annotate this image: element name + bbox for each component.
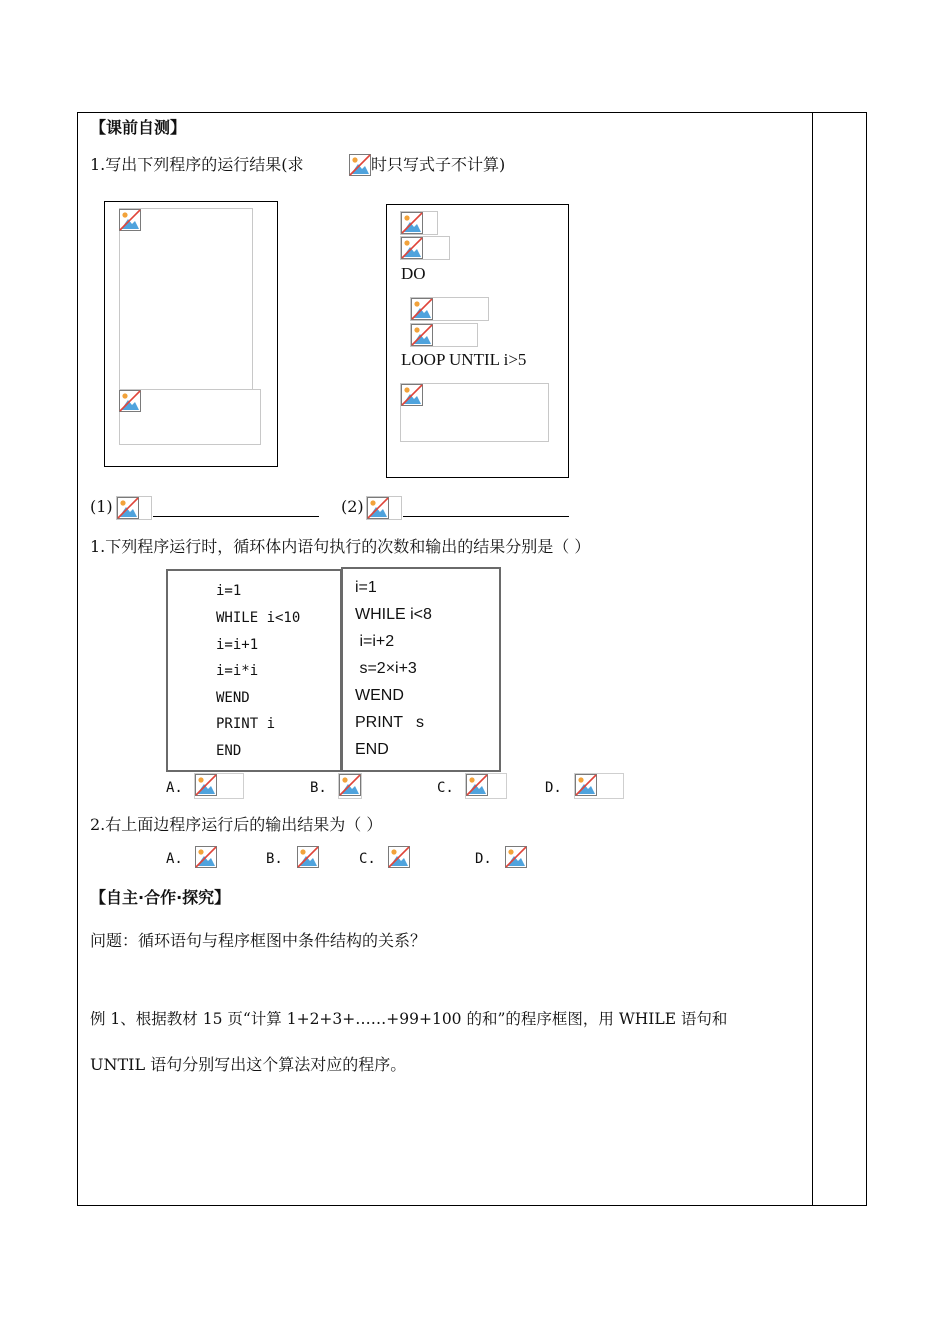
broken-image-icon	[388, 846, 410, 868]
broken-image-icon	[401, 237, 423, 259]
broken-image-icon	[466, 774, 488, 796]
q2-text: 1.下列程序运行时，循环体内语句执行的次数和输出的结果分别是（ ）	[90, 537, 591, 556]
code-left-line: WEND	[216, 690, 250, 706]
choice-c-label: C.	[437, 780, 454, 796]
code-right-line: i=i+2	[355, 633, 395, 650]
broken-image-icon	[349, 154, 371, 176]
q3-text: 2.右上面边程序运行后的输出结果为（ ）	[90, 815, 383, 834]
broken-image-icon	[195, 774, 217, 796]
code-left-line: WHILE i<10	[216, 610, 301, 626]
broken-image-icon	[117, 497, 139, 519]
example-line-2: UNTIL 语句分别写出这个算法对应的程序。	[90, 1055, 407, 1074]
choice-a-label: A.	[166, 780, 183, 796]
broken-image-icon	[505, 846, 527, 868]
code-right-line: WHILE i<8	[355, 606, 432, 623]
prog2-loop-until: LOOP UNTIL i>5	[401, 350, 527, 369]
answer-2-blank	[403, 516, 569, 517]
answer-1-label: (1)	[90, 497, 113, 516]
choice-c-label: C.	[359, 851, 376, 867]
code-right-line: s=2×i+3	[355, 660, 417, 677]
broken-image-icon	[119, 209, 141, 231]
code-left-line: i=i*i	[216, 663, 259, 679]
code-right-line: END	[355, 741, 389, 758]
answer-1-blank	[153, 516, 319, 517]
broken-image-icon	[119, 390, 141, 412]
explore-question: 问题：循环语句与程序框图中条件结构的关系？	[90, 931, 427, 950]
explore-heading: 【自主·合作·探究】	[90, 888, 231, 907]
code-right-line: WEND	[355, 687, 404, 704]
code-left-line: PRINT i	[216, 716, 276, 732]
code-right-line: i=1	[355, 579, 377, 596]
code-left-line: i=i+1	[216, 637, 259, 653]
answer-2-label: (2)	[341, 497, 364, 516]
choice-d-label: D.	[545, 780, 562, 796]
choice-b-label: B.	[266, 851, 283, 867]
program-box-1-image-area	[119, 208, 253, 390]
broken-image-icon	[297, 846, 319, 868]
broken-image-icon	[411, 324, 433, 346]
broken-image-icon	[401, 212, 423, 234]
code-right-line: PRINT s	[355, 714, 425, 731]
q1-suffix: 时只写式子不计算)	[371, 155, 506, 174]
broken-image-icon	[367, 497, 389, 519]
broken-image-icon	[411, 298, 433, 320]
right-column-divider	[812, 112, 813, 1206]
example-line-1: 例 1、根据教材 15 页“计算 1+2+3+……+99+100 的和”的程序框图，用 WHILE 语句和	[90, 1010, 728, 1028]
prog2-do: DO	[401, 264, 426, 283]
choice-a-label: A.	[166, 851, 183, 867]
pre-test-heading: 【课前自测】	[90, 118, 187, 137]
broken-image-icon	[339, 774, 361, 796]
broken-image-icon	[195, 846, 217, 868]
choice-b-label: B.	[310, 780, 327, 796]
broken-image-icon	[575, 774, 597, 796]
q1-prefix: 1.写出下列程序的运行结果(求	[90, 155, 304, 174]
code-left-line: i=1	[216, 583, 242, 599]
code-left-line: END	[216, 743, 242, 759]
broken-image-icon	[401, 384, 423, 406]
choice-d-label: D.	[475, 851, 492, 867]
